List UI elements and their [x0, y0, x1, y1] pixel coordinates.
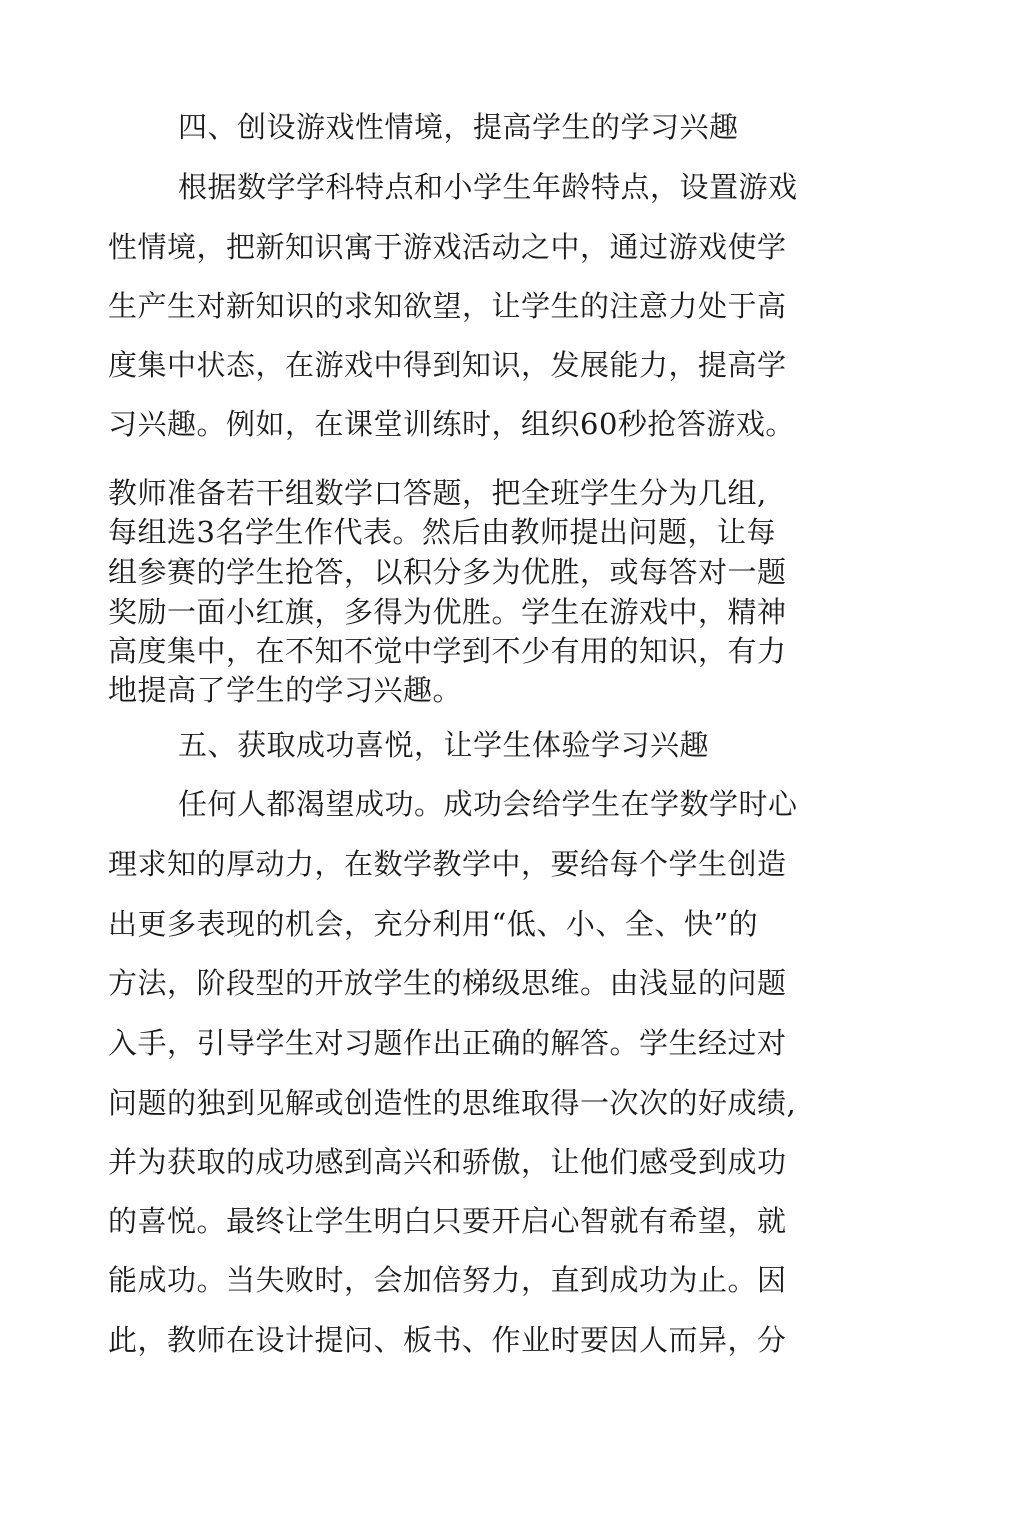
paragraph-line: 组参赛的学生抢答，以积分多为优胜，或每答对一题 — [108, 555, 787, 589]
section-heading-4: 四、创设游戏性情境，提高学生的学习兴趣 — [178, 110, 739, 144]
paragraph-line: 性情境，把新知识寓于游戏活动之中，通过游戏使学 — [108, 230, 787, 264]
paragraph-line: 奖励一面小红旗，多得为优胜。学生在游戏中，精神 — [108, 595, 787, 629]
paragraph-line: 出更多表现的机会，充分利用“低、小、全、快”的 — [108, 907, 759, 941]
paragraph-line: 度集中状态，在游戏中得到知识，发展能力，提高学 — [108, 348, 787, 382]
paragraph-line: 并为获取的成功感到高兴和骄傲，让他们感受到成功 — [108, 1145, 787, 1179]
paragraph-line: 此，教师在设计提问、板书、作业时要因人而异，分 — [108, 1323, 787, 1357]
paragraph-line: 任何人都渴望成功。成功会给学生在学数学时心 — [178, 787, 798, 821]
paragraph-line: 地提高了学生的学习兴趣。 — [108, 673, 463, 707]
paragraph-line: 根据数学学科特点和小学生年龄特点，设置游戏 — [178, 170, 798, 204]
paragraph-line: 的喜悦。最终让学生明白只要开启心智就有希望，就 — [108, 1204, 787, 1238]
paragraph-line: 生产生对新知识的求知欲望，让学生的注意力处于高 — [108, 289, 787, 323]
paragraph-line: 习兴趣。例如，在课堂训练时，组织60秒抢答游戏。 — [108, 407, 795, 441]
paragraph-line: 教师准备若干组数学口答题，把全班学生分为几组, — [108, 476, 767, 510]
paragraph-line: 每组选3名学生作代表。然后由教师提出问题，让每 — [108, 515, 776, 549]
paragraph-line: 能成功。当失败时，会加倍努力，直到成功为止。因 — [108, 1263, 787, 1297]
paragraph-line: 方法，阶段型的开放学生的梯级思维。由浅显的问题 — [108, 966, 787, 1000]
paragraph-line: 理求知的厚动力，在数学教学中，要给每个学生创造 — [108, 847, 787, 881]
paragraph-line: 高度集中，在不知不觉中学到不少有用的知识，有力 — [108, 634, 787, 668]
paragraph-line: 问题的独到见解或创造性的思维取得一次次的好成绩, — [108, 1086, 797, 1120]
section-heading-5: 五、获取成功喜悦，让学生体验学习兴趣 — [178, 728, 710, 762]
paragraph-line: 入手，引导学生对习题作出正确的解答。学生经过对 — [108, 1026, 787, 1060]
